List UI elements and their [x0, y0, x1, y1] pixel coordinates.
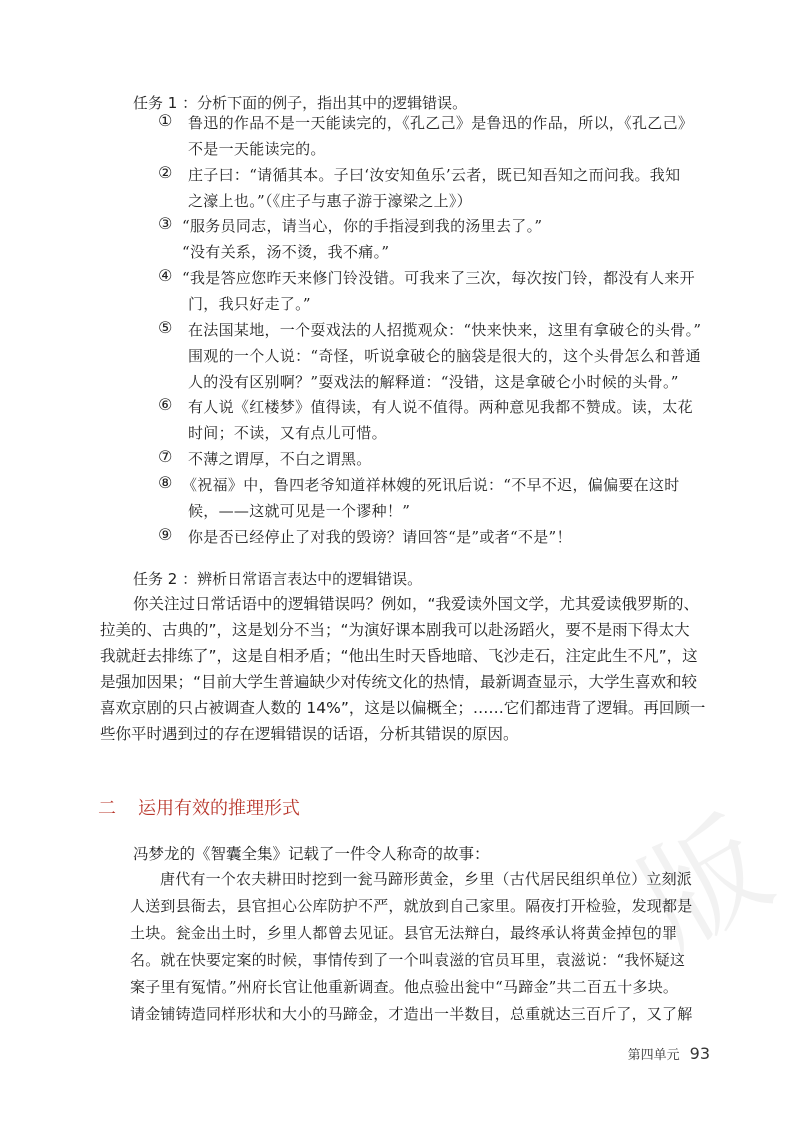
paragraph-line: 我就赶去排练了”，这是自相矛盾；“他出生时天昏地暗、飞沙走石，注定此生不凡”，这	[100, 647, 698, 665]
item-line: 不薄之谓厚，不白之谓黑。	[188, 450, 372, 468]
item-line: 时间；不读，又有点儿可惜。	[188, 424, 387, 442]
item-line: 门，我只好走了。”	[188, 295, 311, 313]
item-line: 候，——这就可见是一个谬种！”	[188, 502, 411, 520]
item-line: 鲁迅的作品不是一天能读完的，《孔乙己》是鲁迅的作品，所以，《孔乙己》	[188, 114, 694, 132]
item-line: 《祝福》中，鲁四老爷知道祥林嫂的死讯后说：“不早不迟，偏偏要在这时	[182, 476, 680, 494]
item-line: 不是一天能读完的。	[188, 140, 326, 158]
section-number: 二	[98, 798, 116, 819]
item-number: ⑥	[158, 395, 173, 414]
task1-title: 任务 1 ：分析下面的例子，指出其中的逻辑错误。	[133, 94, 468, 112]
story-line: 案子里有冤情。”州府长官让他重新调查。他点验出瓮中“马蹄金”共二百五十多块。	[130, 978, 679, 996]
item-line: 庄子曰：“请循其本。子曰‘汝安知鱼乐’云者，既已知吾知之而问我。我知	[188, 166, 681, 184]
page-number: 93	[689, 1044, 710, 1063]
item-line: 之濠上也。”（《庄子与惠子游于濠梁之上》）	[188, 192, 472, 210]
item-number: ③	[158, 214, 173, 233]
item-line: “没有关系，汤不烫，我不痛。”	[182, 243, 390, 261]
item-number: ⑧	[158, 473, 173, 492]
item-line: 人的没有区别啊？”耍戏法的解释道：“没错，这是拿破仑小时候的头骨。”	[188, 373, 679, 391]
story-line: 土块。瓮金出土时，乡里人都曾去见证。县官无法辩白，最终承认将黄金掉包的罪	[130, 924, 678, 942]
paragraph-line: 是强加因果；“目前大学生普遍缺少对传统文化的热情，最新调查显示，大学生喜欢和较	[100, 673, 698, 691]
story-intro: 冯梦龙的《智囊全集》记载了一件令人称奇的故事：	[133, 845, 490, 863]
item-line: “我是答应您昨天来修门铃没错。可我来了三次，每次按门铃，都没有人来开	[182, 269, 695, 287]
paragraph-line: 些你平时遇到过的存在逻辑错误的话语，分析其错误的原因。	[100, 725, 519, 743]
item-line: 有人说《红楼梦》值得读，有人说不值得。两种意见我都不赞成。读，太花	[188, 398, 693, 416]
story-line: 请金铺铸造同样形状和大小的马蹄金，才造出一半数目，总重就达三百斤了，又了解	[130, 1005, 693, 1023]
section-heading	[98, 794, 300, 820]
story-line: 唐代有一个农夫耕田时挖到一瓮马蹄形黄金，乡里（古代居民组织单位）立刻派	[160, 870, 693, 888]
item-number: ②	[158, 163, 173, 182]
item-number: ⑨	[158, 525, 173, 544]
item-line: 在法国某地，一个耍戏法的人招揽观众：“快来快来，这里有拿破仑的头骨。”	[188, 321, 702, 339]
item-number: ⑦	[158, 447, 173, 466]
item-number: ⑤	[158, 318, 173, 337]
item-line: 围观的一个人说：“奇怪，听说拿破仑的脑袋是很大的，这个头骨怎么和普通	[188, 347, 701, 365]
paragraph-line: 拉美的、古典的”，这是划分不当；“为演好课本剧我可以赴汤蹈火，要不是雨下得太大	[100, 621, 690, 639]
task2-title: 任务 2 ：辨析日常语言表达中的逻辑错误。	[133, 570, 423, 588]
item-line: “服务员同志，请当心，你的手指浸到我的汤里去了。”	[182, 217, 543, 235]
watermark: 版	[618, 794, 792, 976]
item-line: 你是否已经停止了对我的毁谤？请回答“是”或者“不是”！	[188, 528, 572, 546]
paragraph-line: 喜欢京剧的只占被调查人数的 14%”，这是以偏概全；……它们都违背了逻辑。再回顾一	[100, 699, 706, 717]
page-footer	[628, 1044, 710, 1063]
story-line: 人送到县衙去，县官担心公库防护不严，就放到自己家里。隔夜打开检验，发现都是	[130, 897, 693, 915]
item-number: ①	[158, 111, 173, 130]
section-title: 运用有效的推理形式	[138, 798, 300, 819]
story-line: 名。就在快要定案的时候，事情传到了一个叫袁滋的官员耳里，袁滋说：“我怀疑这	[130, 951, 686, 969]
item-number: ④	[158, 266, 173, 285]
unit-label: 第四单元	[627, 1048, 680, 1063]
paragraph-line: 你关注过日常话语中的逻辑错误吗？例如，“我爱读外国文学，尤其爱读俄罗斯的、	[133, 595, 700, 613]
